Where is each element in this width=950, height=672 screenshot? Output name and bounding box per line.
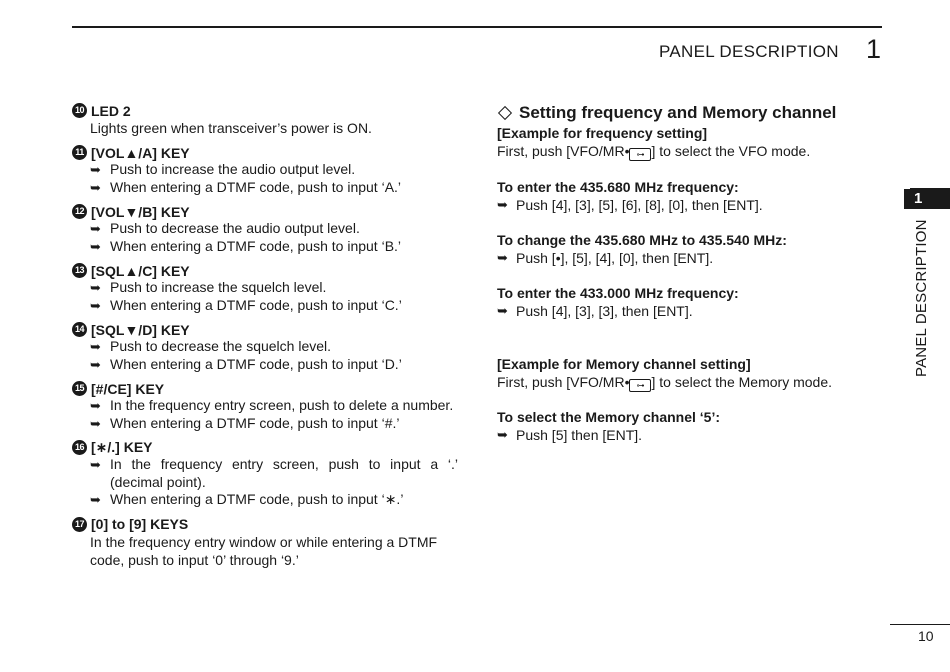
item-number-badge: 14 <box>72 322 87 337</box>
item-description: Lights green when transceiver’s power is ON. <box>90 120 372 136</box>
memory-intro: First, push [VFO/MR• ⊶ ] to select the Memory mode. <box>497 374 833 390</box>
item-sql-down-key <box>72 321 458 373</box>
arrow-bullet-icon: ➥ <box>90 280 101 295</box>
item-led2 <box>72 102 458 137</box>
step-heading: To enter the 435.680 MHz frequency: <box>497 179 739 195</box>
section-title: Setting frequency and Memory channel <box>497 102 867 124</box>
item-hash-ce-key <box>72 380 458 432</box>
bullet-line: ➥ When entering a DTMF code, push to input ‘B.’ <box>90 237 402 254</box>
memory-example-heading: [Example for Memory channel setting] <box>497 356 751 372</box>
freq-intro: First, push [VFO/MR• ⊶ ] to select the VFO mode. <box>497 143 811 159</box>
bullet-line: ➥ Push to increase the audio output level. <box>90 161 356 177</box>
arrow-bullet-icon: ➥ <box>90 339 101 354</box>
arrow-bullet-icon: ➥ <box>90 356 101 372</box>
step-heading: To enter the 433.000 MHz frequency: <box>497 285 739 301</box>
header-rule <box>72 26 882 28</box>
side-tab-label: PANEL DESCRIPTION <box>913 219 930 377</box>
arrow-bullet-icon: ➥ <box>497 250 508 265</box>
arrow-bullet-icon: ➥ <box>90 398 101 413</box>
key-lock-icon: ⊶ <box>629 148 651 161</box>
page-header-title: PANEL DESCRIPTION <box>659 42 839 61</box>
item-vol-up-key <box>72 144 458 196</box>
arrow-bullet-icon: ➥ <box>90 162 101 177</box>
step-instruction: ➥ Push [4], [3], [3], then [ENT]. <box>497 303 693 319</box>
item-description: In the frequency entry window or while entering a DTMF code, push to input ‘0’ through ‘9.’ <box>90 533 438 568</box>
arrow-bullet-icon: ➥ <box>90 492 101 507</box>
arrow-bullet-icon: ➥ <box>90 297 101 313</box>
arrow-bullet-icon: ➥ <box>497 197 508 212</box>
freq-example-heading: [Example for frequency setting] <box>497 125 708 141</box>
item-number-badge: 11 <box>72 145 87 160</box>
diamond-icon <box>498 106 512 120</box>
item-title: [VOL▲/A] KEY <box>91 144 190 161</box>
arrow-bullet-icon: ➥ <box>90 179 101 195</box>
item-title: LED 2 <box>91 102 131 119</box>
footer-rule <box>890 624 950 625</box>
item-vol-down-key <box>72 203 458 255</box>
chapter-number: 1 <box>866 34 882 64</box>
item-number-badge: 17 <box>72 517 87 532</box>
bullet-line: ➥ When entering a DTMF code, push to input ‘#.’ <box>90 414 400 431</box>
page-number: 10 <box>918 628 934 644</box>
item-number-badge: 15 <box>72 381 87 396</box>
item-number-badge: 10 <box>72 103 87 118</box>
bullet-line: ➥ Push to decrease the squelch level. <box>90 338 332 354</box>
step-instruction: ➥ Push [•], [5], [4], [0], then [ENT]. <box>497 250 714 266</box>
item-number-badge: 16 <box>72 440 87 455</box>
item-digit-keys <box>72 516 458 569</box>
side-tab-number: 1 <box>904 189 950 209</box>
bullet-line: ➥ Push to decrease the audio output level. <box>90 220 360 236</box>
bullet-line: ➥ In the frequency entry screen, push to delete a number. <box>90 397 454 413</box>
item-title: [#/CE] KEY <box>91 380 165 397</box>
bullet-line: ➥ When entering a DTMF code, push to input ‘D.’ <box>90 355 402 372</box>
bullet-line: ➥ In the frequency entry screen, push to input a ‘.’ (decimal point). <box>90 456 458 490</box>
item-number-badge: 13 <box>72 263 87 278</box>
item-title: [SQL▲/C] KEY <box>91 262 190 279</box>
key-descriptions-column <box>72 102 458 576</box>
arrow-bullet-icon: ➥ <box>90 238 101 254</box>
bullet-line: ➥ Push to increase the squelch level. <box>90 279 327 295</box>
item-number-badge: 12 <box>72 204 87 219</box>
frequency-setting-column <box>497 102 867 444</box>
step-heading: To select the Memory channel ‘5’: <box>497 409 721 425</box>
item-title: [VOL▼/B] KEY <box>91 203 190 220</box>
item-sql-up-key <box>72 262 458 314</box>
step-heading: To change the 435.680 MHz to 435.540 MHz: <box>497 232 787 248</box>
item-star-dot-key <box>72 439 458 509</box>
item-title: [0] to [9] KEYS <box>91 516 189 532</box>
bullet-line: ➥ When entering a DTMF code, push to input ‘∗.’ <box>90 491 404 507</box>
bullet-line: ➥ When entering a DTMF code, push to input ‘C.’ <box>90 296 402 313</box>
key-lock-icon: ⊶ <box>629 379 651 392</box>
step-instruction: ➥ Push [5] then [ENT]. <box>497 427 643 443</box>
item-title: [SQL▼/D] KEY <box>91 321 190 338</box>
arrow-bullet-icon: ➥ <box>497 427 508 442</box>
arrow-bullet-icon: ➥ <box>497 303 508 318</box>
arrow-bullet-icon: ➥ <box>90 457 101 472</box>
arrow-bullet-icon: ➥ <box>90 415 101 431</box>
item-title: [∗/.] KEY <box>91 439 153 455</box>
step-instruction: ➥ Push [4], [3], [5], [6], [8], [0], then [ENT]. <box>497 197 763 213</box>
bullet-line: ➥ When entering a DTMF code, push to input ‘A.’ <box>90 178 402 195</box>
arrow-bullet-icon: ➥ <box>90 221 101 236</box>
